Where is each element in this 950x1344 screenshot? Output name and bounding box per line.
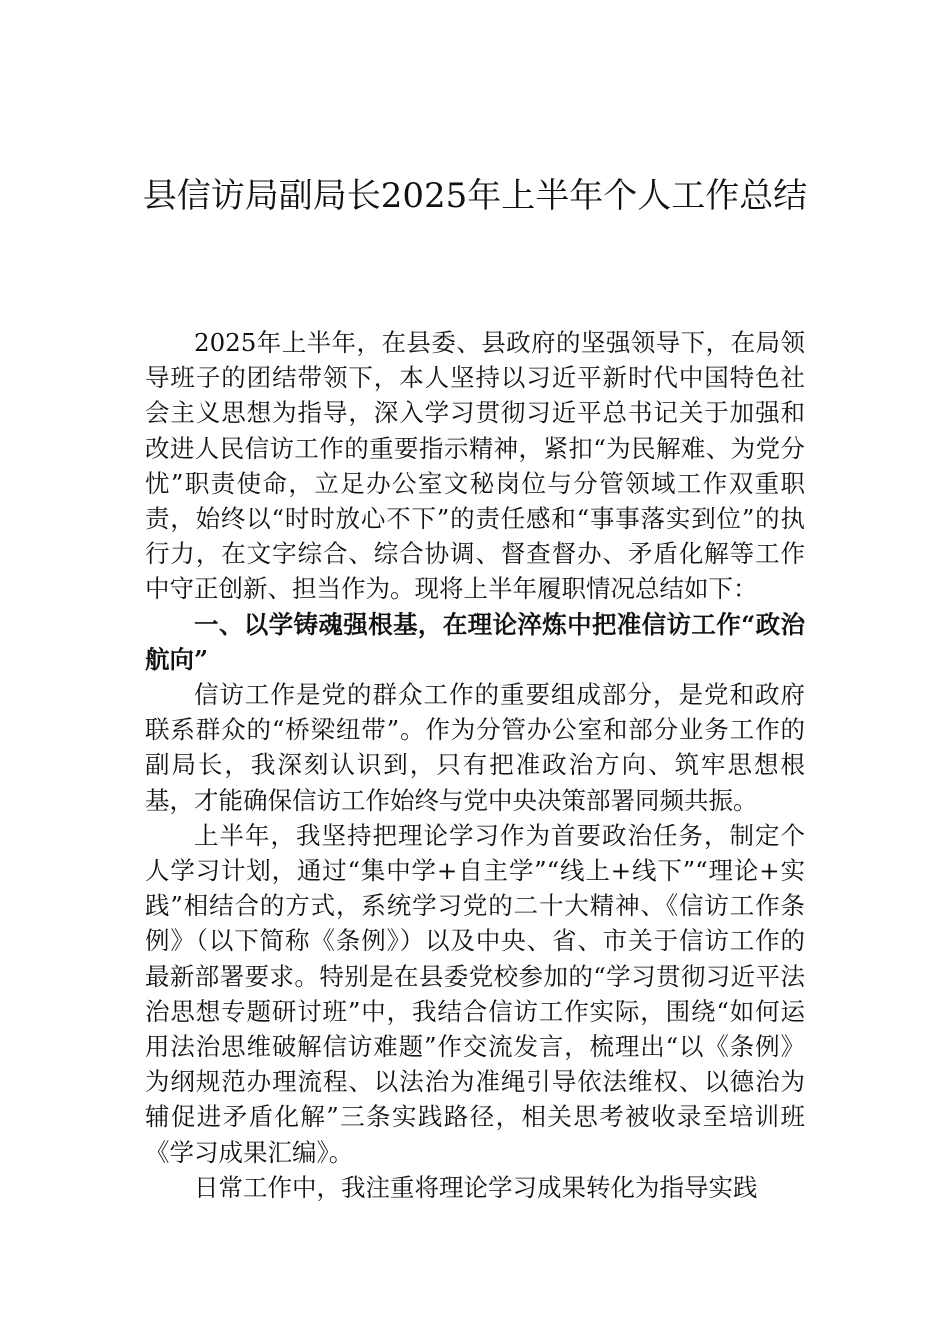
body-paragraph: 信访工作是党的群众工作的重要组成部分，是党和政府联系群众的“桥梁纽带”。作为分管办公室和部分业务工作的副局长，我深刻认识到，只有把准政治方向、筑牢思想根基，才能确保信访工作始终与党中央决策部署同频共振。 — [145, 680, 805, 815]
document-title: 县信访局副局长2025年上半年个人工作总结 — [142, 176, 808, 216]
body-paragraph: 上半年，我坚持把理论学习作为首要政治任务，制定个人学习计划，通过“集中学+自主学”“线上+线下”“理论+实践”相结合的方式，系统学习党的二十大精神、《信访工作条例》（以下简称《条例》）以及中央、省、市关于信访工作的最新部署要求。特别是在县委党校参加的“学习贯彻习近平法治思想专题研讨班”中，我结合信访工作实际，围绕“如何运用法治思维破解信访难题”作交流发言，梳理出“以《条例》为纲规范办理流程、以法治为准绳引导依法维权、以德治为辅促进矛盾化解”三条实践路径，相关思考被收录至培训班《学习成果汇编》。 — [145, 820, 805, 1167]
document-body — [145, 325, 805, 1205]
section-heading-1: 一、以学铸魂强根基，在理论淬炼中把准信访工作“政治航向” — [145, 609, 805, 674]
body-paragraph: 日常工作中，我注重将理论学习成果转化为指导实践 — [194, 1172, 758, 1202]
intro-paragraph: 2025年上半年，在县委、县政府的坚强领导下，在局领导班子的团结带领下，本人坚持以习近平新时代中国特色社会主义思想为指导，深入学习贯彻习近平总书记关于加强和改进人民信访工作的重要指示精神，紧扣“为民解难、为党分忧”职责使命，立足办公室文秘岗位与分管领域工作双重职责，始终以“时时放心不下”的责任感和“事事落实到位”的执行力，在文字综合、综合协调、督查督办、矛盾化解等工作中守正创新、担当作为。现将上半年履职情况总结如下： — [145, 328, 805, 604]
